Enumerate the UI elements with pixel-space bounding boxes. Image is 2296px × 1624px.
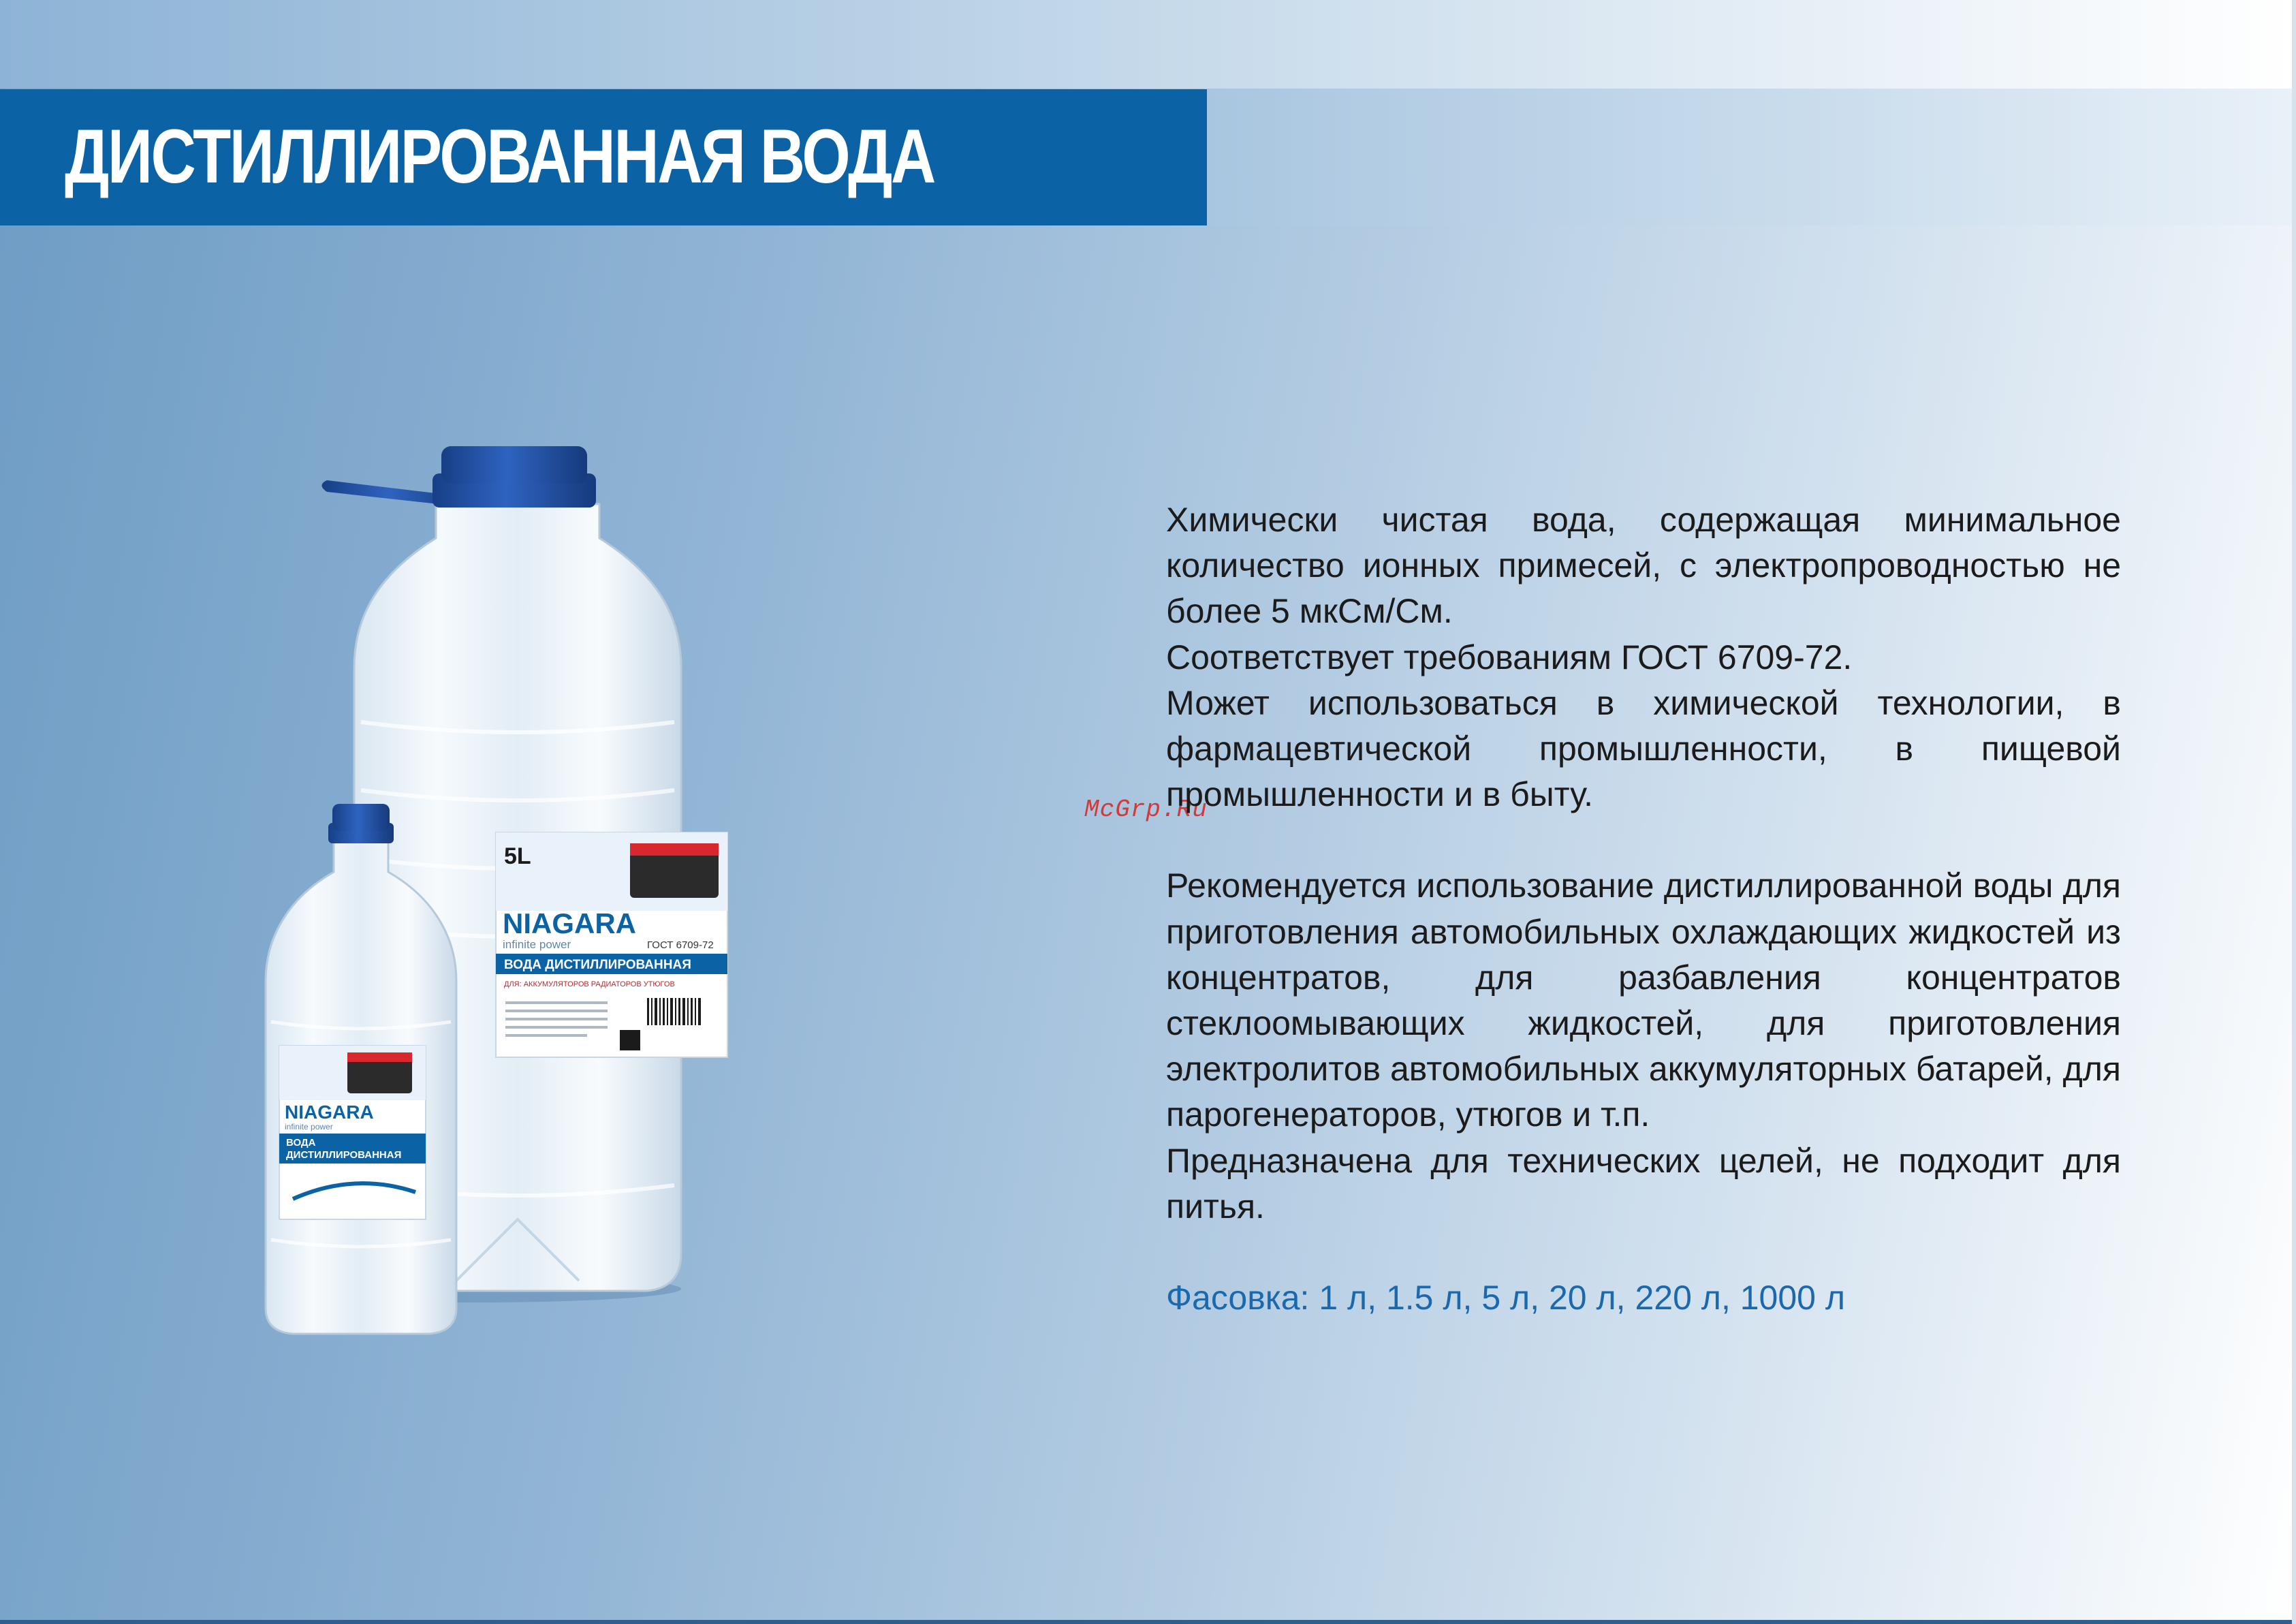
small-bottle-label	[279, 1046, 426, 1219]
description-paragraph: Соответствует требованиям ГОСТ 6709-72.	[1166, 638, 1853, 676]
svg-text:ВОДА ДИСТИЛЛИРОВАННАЯ: ВОДА ДИСТИЛЛИРОВАННАЯ	[504, 958, 691, 972]
packing-sizes: Фасовка: 1 л, 1.5 л, 5 л, 20 л, 220 л, 1000 л	[1166, 1279, 1846, 1317]
svg-text:ДЛЯ: АККУМУЛЯТОРОВ РАДИАТОРОВ: ДЛЯ: АККУМУЛЯТОРОВ РАДИАТОРОВ УТЮГОВ	[504, 980, 675, 988]
svg-text:ГОСТ 6709-72: ГОСТ 6709-72	[647, 939, 714, 951]
watermark: McGrp.Ru	[1084, 796, 1208, 824]
paragraph-gap	[1166, 817, 2121, 863]
svg-text:5L: 5L	[504, 843, 531, 869]
page-title: ДИСТИЛЛИРОВАННАЯ ВОДА	[65, 114, 934, 199]
svg-text:NIAGARA: NIAGARA	[285, 1102, 374, 1123]
paragraph-gap	[1166, 1230, 2121, 1275]
svg-text:ВОДА: ВОДА	[286, 1137, 316, 1149]
title-bar-extension	[1207, 89, 2296, 225]
product-bottles-image	[252, 436, 797, 1376]
description-paragraph: Может использоваться в химической технологии, в фармацевтической промышленности, в пищевой промышленности и в быту.	[1166, 683, 2121, 814]
description-block	[1166, 497, 2121, 1321]
svg-text:NIAGARA: NIAGARA	[503, 907, 636, 939]
large-bottle-label	[496, 832, 727, 1057]
right-edge	[2292, 0, 2296, 1624]
top-gradient-strip	[0, 0, 2296, 89]
bottom-border	[0, 1620, 2296, 1624]
svg-text:infinite power: infinite power	[285, 1122, 333, 1131]
description-paragraph: Предназначена для технических целей, не подходит для питья.	[1166, 1141, 2121, 1225]
svg-text:ДИСТИЛЛИРОВАННАЯ: ДИСТИЛЛИРОВАННАЯ	[286, 1149, 402, 1161]
svg-text:infinite power: infinite power	[503, 938, 571, 951]
description-paragraph: Рекомендуется использование дистиллированной воды для приготовления автомобильных охлаждающих жидкостей из концентратов, для разбавления концентратов стеклоомывающих жидкостей, для приготовления электролитов автомобильных аккумуляторных батарей, для парогенераторов, утюгов и т.п.	[1166, 866, 2121, 1134]
description-paragraph: Химически чистая вода, содержащая минимальное количество ионных примесей, с электропроводностью не более 5 мкСм/См.	[1166, 501, 2121, 631]
